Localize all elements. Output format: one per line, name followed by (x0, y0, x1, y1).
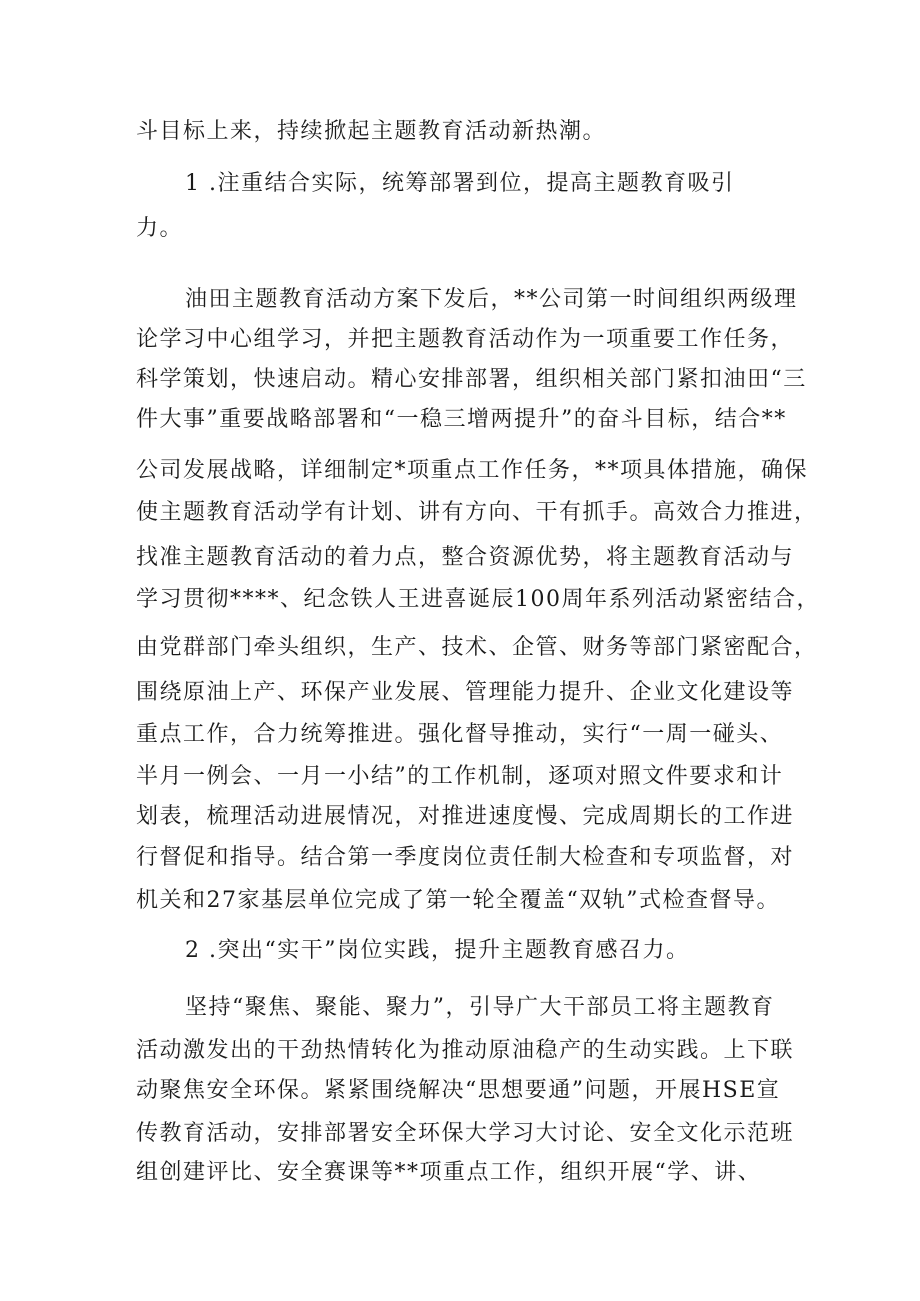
text-line: 活动激发出的干劲热情转化为推动原油稳产的生动实践。上下联 (136, 1038, 795, 1063)
text-line: 半月一例会、一月一小结”的工作机制，逐项对照文件要求和计 (136, 764, 784, 789)
text-line: 行督促和指导。结合第一季度岗位责任制大检查和专项监督，对 (136, 845, 795, 870)
text-line: 公司发展战略，详细制定*项重点工作任务，**项具体措施，确保 (136, 458, 809, 483)
text-line: 机关和27家基层单位完成了第一轮全覆盖“双轨”式检查督导。 (136, 888, 780, 913)
text-line: 斗目标上来，持续掀起主题教育活动新热潮。 (136, 119, 607, 144)
text-line: 划表，梳理活动进展情况，对推进速度慢、完成周期长的工作进 (136, 804, 795, 829)
text-line: 坚持“聚焦、聚能、聚力”，引导广大干部员工将主题教育 (185, 995, 775, 1020)
text-line: 重点工作，合力统筹推进。强化督导推动，实行“一周一碰头、 (136, 722, 784, 747)
text-line: 动聚焦安全环保。紧紧围绕解决“思想要通”问题，开展HSE宣 (136, 1078, 781, 1103)
section-heading-1-cont: 力。 (136, 216, 184, 241)
text-line: 传教育活动，安排部署安全环保大学习大讨论、安全文化示范班 (136, 1121, 795, 1146)
text-line: 组创建评比、安全赛课等**项重点工作，组织开展“学、讲、 (136, 1160, 762, 1185)
section-heading-1: 1 .注重结合实际，统筹部署到位，提高主题教育吸引 (185, 171, 735, 196)
text-line: 油田主题教育活动方案下发后，**公司第一时间组织两级理 (185, 287, 798, 312)
text-line: 件大事”重要战略部署和“一稳三增两提升”的奋斗目标，结合** (136, 407, 787, 432)
text-line: 学习贯彻****、纪念铁人王进喜诞辰100周年系列活动紧密结合， (136, 587, 820, 612)
text-line: 找准主题教育活动的着力点，整合资源优势，将主题教育活动与 (136, 545, 795, 570)
text-line: 由党群部门牵头组织，生产、技术、企管、财务等部门紧密配合， (136, 635, 818, 660)
section-heading-2: 2 .突出“实干”岗位实践，提升主题教育感召力。 (185, 938, 690, 963)
text-line: 论学习中心组学习，并把主题教育活动作为一项重要工作任务， (136, 327, 795, 352)
text-line: 使主题教育活动学有计划、讲有方向、干有抓手。高效合力推进， (136, 500, 818, 525)
text-line: 围绕原油上产、环保产业发展、管理能力提升、企业文化建设等 (136, 680, 795, 705)
text-line: 科学策划，快速启动。精心安排部署，组织相关部门紧扣油田“三 (136, 367, 807, 392)
